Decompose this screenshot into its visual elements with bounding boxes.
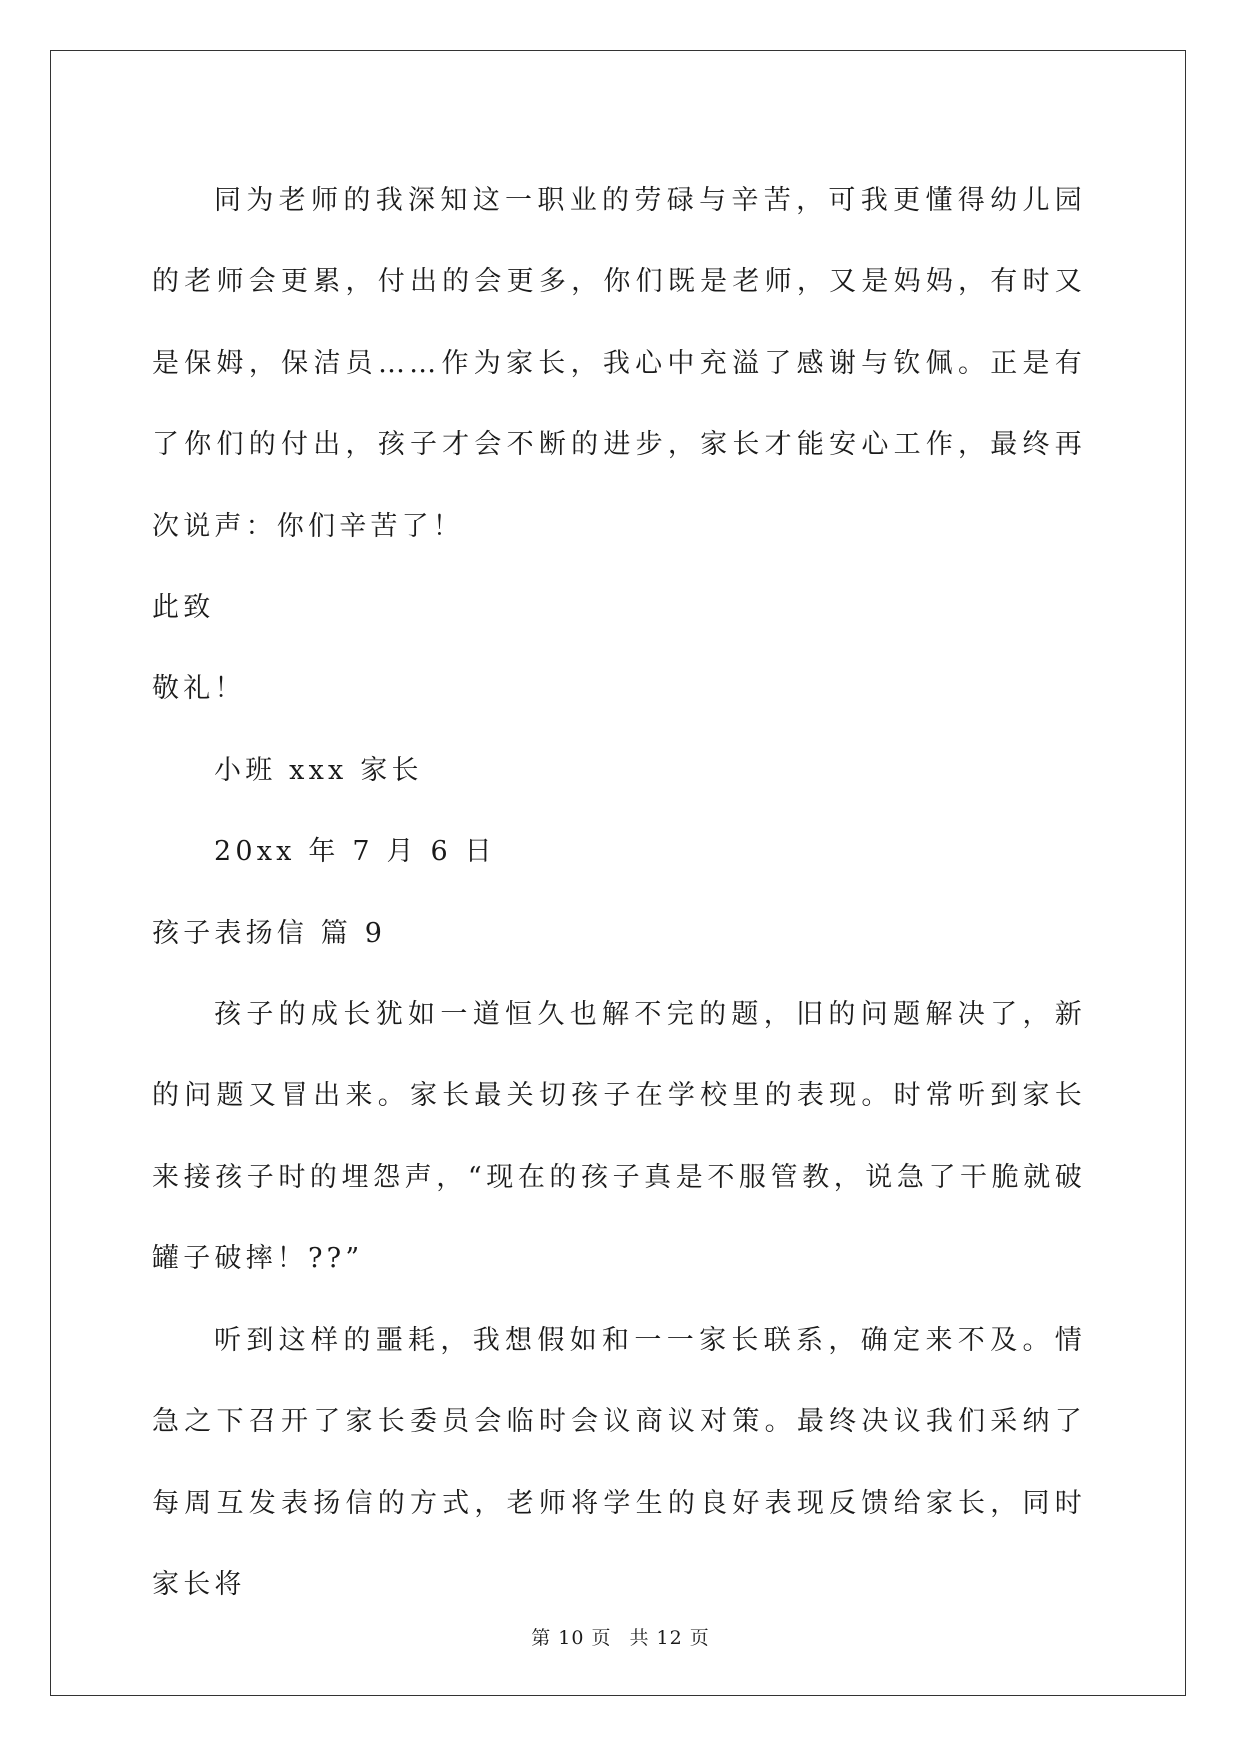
paragraph-thanks: 同为老师的我深知这一职业的劳碌与辛苦，可我更懂得幼儿园的老师会更累，付出的会更多，你们既是老师，又是妈妈，有时又是保姆，保洁员……作为家长，我心中充溢了感谢与钦佩。正是有了你们的付出，孩子才会不断的进步，家长才能安心工作，最终再次说声：你们辛苦了！ <box>152 185 1086 542</box>
closing-regards: 敬礼！ <box>152 673 246 705</box>
page-total: 共 12 页 <box>629 1627 710 1649</box>
signature: 小班 xxx 家长 <box>214 754 423 786</box>
paragraph-growth: 孩子的成长犹如一道恒久也解不完的题，旧的问题解决了，新的问题又冒出来。家长最关切孩子在学校里的表现。时常听到家长来接孩子时的埋怨声，“现在的孩子真是不服管教，说急了干脆就破罐子破摔！??” <box>152 999 1086 1275</box>
page-number: 第 10 页 <box>531 1627 612 1649</box>
paragraph-measures: 听到这样的噩耗，我想假如和一一家长联系，确定来不及。情急之下召开了家长委员会临时会议商议对策。最终决议我们采纳了每周互发表扬信的方式，老师将学生的良好表现反馈给家长，同时家长将 <box>152 1324 1086 1600</box>
page-footer <box>0 1623 1241 1650</box>
document-body <box>152 160 1086 1625</box>
closing-salutation: 此致 <box>152 592 215 624</box>
date: 20xx 年 7 月 6 日 <box>214 836 496 868</box>
section-heading: 孩子表扬信 篇 9 <box>152 917 387 949</box>
